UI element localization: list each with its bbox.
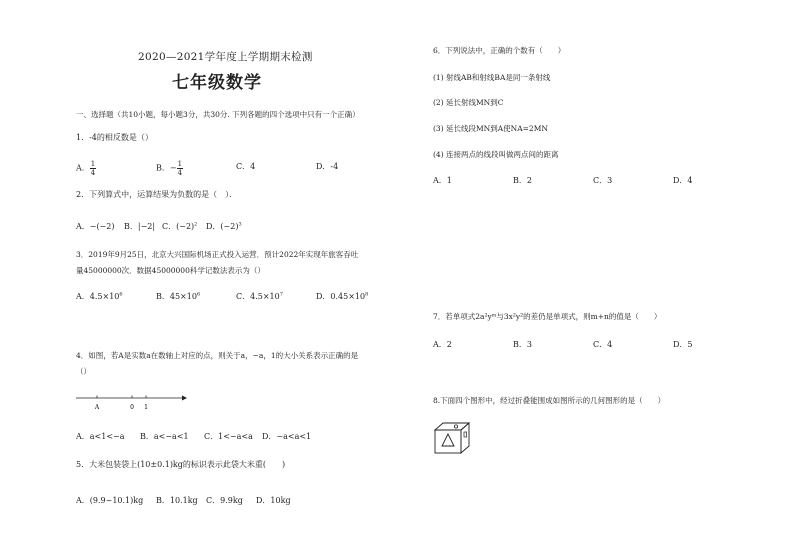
q7-option-c: C．4 [593, 340, 613, 349]
q3-stem-line1: 3．2019年9月25日，北京大兴国际机场正式投入运营．预计2022年实现年旅客吞吐 [76, 250, 359, 259]
axis-label-0: 0 [130, 404, 134, 411]
q7-stem: 7．若单项式2a²yᵐ与3x²y²的差仍是单项式，则m+n的值是（ ） [433, 312, 662, 321]
q4-option-a: A．a<1<−a [76, 432, 125, 441]
q4-option-c: C．1<−a<a [204, 432, 253, 441]
q7-option-a: A．2 [433, 340, 452, 349]
q6-statement-4: (4) 连接两点的线段叫做两点间的距离 [433, 150, 559, 159]
q2-stem: 2．下列算式中，运算结果为负数的是（ ）． [76, 190, 238, 199]
q5-option-b: B．10.1kg [156, 496, 198, 505]
q2-option-a: A．−(−2) [76, 222, 115, 231]
q2-option-c: C．$(-2)^2$ [162, 221, 198, 231]
q5-option-d: D．10kg [256, 496, 291, 505]
q3-stem-line2: 量45000000次．数据45000000科学记数法表示为（） [76, 266, 265, 275]
q3-option-c: C．$4.5\times 10^7$ [236, 291, 283, 301]
q1-option-d: D．-4 [316, 162, 339, 171]
number-line-arrow [182, 396, 187, 401]
q7-option-d: D．5 [673, 340, 693, 349]
q6-option-d: D．4 [673, 176, 693, 185]
q6-statement-2: (2) 延长射线MN到C [433, 98, 504, 107]
q5-option-a: A．(9.9~10.1)kg [76, 496, 144, 505]
q6-statement-1: (1) 射线AB和射线BA是同一条射线 [433, 73, 551, 82]
q3-option-b: B．$45\times 10^6$ [156, 291, 201, 301]
q6-option-a: A．1 [433, 176, 452, 185]
q2-option-d: D．$(-2)^3$ [206, 221, 242, 231]
q4-option-d: D．−a<a<1 [262, 432, 312, 441]
q7-option-b: B．3 [513, 340, 532, 349]
number-line-figure [70, 392, 190, 416]
q6-stem: 6．下列说法中，正确的个数有（ ） [433, 46, 566, 55]
q5-option-c: C．9.9kg [206, 496, 243, 505]
q3-option-a: A．$4.5\times 10^6$ [76, 291, 123, 301]
q4-stem-line2: （） [76, 367, 91, 376]
q6-statement-3: (3) 延长线段MN到A使NA=2MN [433, 124, 548, 133]
q1-option-b: B．− $\frac{1}{4}$ [156, 160, 183, 177]
cube-figure [432, 420, 472, 454]
q6-option-c: C．3 [593, 176, 613, 185]
axis-label-a: A [94, 404, 100, 411]
q6-option-b: B．2 [513, 176, 532, 185]
circle-icon [454, 425, 457, 428]
triangle-icon [442, 434, 454, 446]
cube-top-face [435, 423, 469, 430]
cube-side-face [461, 423, 469, 453]
subject-title: 七年级数学 [172, 73, 262, 93]
q5-stem: 5．大米包装袋上(10±0.1)kg的标识表示此袋大米重( ) [76, 460, 286, 469]
q3-option-d: D．$0.45\times 10^8$ [316, 291, 369, 301]
q1-stem: 1．-4的相反数是（） [76, 133, 153, 142]
exam-title: 2020—2021学年度上学期期末检测 [138, 51, 313, 63]
q4-option-b: B．a<−a<1 [140, 432, 189, 441]
section-instruction: 一、选择题（共10小题，每小题3分，共30分. 下列各题的四个选项中只有一个正确） [76, 110, 360, 119]
q4-stem-line1: 4．如图，若A是实数a在数轴上对应的点，则关于a，−a，1的大小关系表示正确的是 [76, 351, 359, 360]
q2-option-b: B．|−2| [124, 222, 156, 231]
q1-option-c: C．4 [236, 162, 256, 171]
axis-label-1: 1 [144, 404, 148, 411]
rectangle-icon [464, 432, 467, 437]
q8-stem: 8.下面四个图形中，经过折叠能围成如图所示的几何图形的是（ ） [433, 396, 666, 405]
q1-option-a: A． $\frac{1}{4}$ [76, 160, 96, 177]
